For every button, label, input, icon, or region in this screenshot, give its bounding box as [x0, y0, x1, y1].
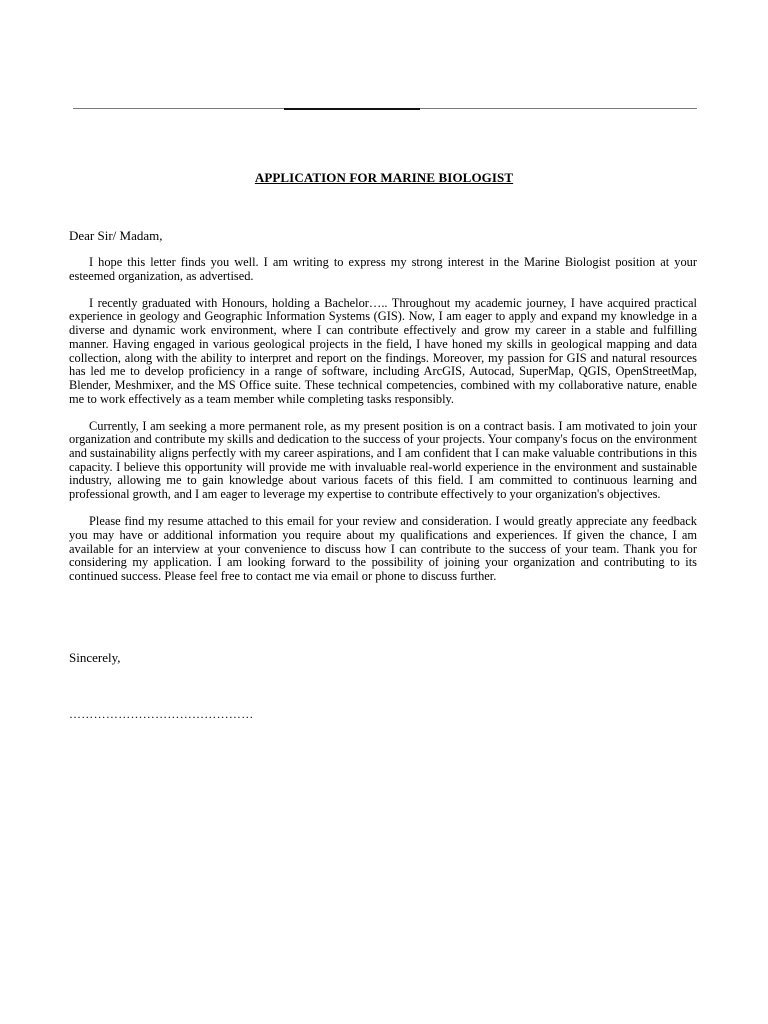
- closing: Sincerely,: [69, 650, 121, 665]
- paragraph-experience: I recently graduated with Honours, holding a Bachelor….. Throughout my academic journey, I have acquired practical experience in geology and Geographic Information Systems (GIS). Now, I am eager to apply and expand my knowledge in a diverse and dynamic work environment, where I can contribute effectively and grow my career in a stable and fulfilling manner. Having engaged in various geological projects in the field, I have honed my skills in geological mapping and data collection, along with the ability to interpret and report on the findings. Moreover, my passion for GIS and natural resources has led me to develop proficiency in a range of software, including ArcGIS, Autocad, SuperMap, QGIS, OpenStreetMap, Blender, Meshmixer, and the MS Office suite. These technical competencies, combined with my collaborative nature, enable me to work effectively as a team member while completing tasks responsibly.: [69, 295, 697, 406]
- paragraph-intro: I hope this letter finds you well. I am writing to express my strong interest in the Marine Biologist position at your esteemed organization, as advertised.: [69, 255, 697, 283]
- signature-placeholder: ………………………………………: [69, 707, 254, 721]
- header-rule-accent: [284, 108, 420, 110]
- letter-body: [69, 256, 697, 597]
- letter-title: APPLICATION FOR MARINE BIOLOGIST: [254, 170, 514, 185]
- paragraph-motivation: Currently, I am seeking a more permanent role, as my present position is on a contract basis. I am motivated to join your organization and contribute my skills and dedication to the success of your projects. Your company's focus on the environment and sustainability aligns perfectly with my career aspirations, and I am confident that I can make valuable contributions in this capacity. I believe this opportunity will provide me with invaluable real-world experience in the environment and sustainable industry, allowing me to gain knowledge about various facets of this field. I am committed to continuous learning and professional growth, and I am eager to leverage my expertise to contribute effectively to your organization's objectives.: [69, 418, 697, 502]
- salutation: Dear Sir/ Madam,: [69, 228, 163, 243]
- paragraph-closing-remarks: Please find my resume attached to this email for your review and consideration. I would greatly appreciate any feedback you may have or additional information you require about my qualifications and experiences. If given the chance, I am available for an interview at your convenience to discuss how I can contribute to the success of your team. Thank you for considering my application. I am looking forward to the possibility of joining your organization and contributing to its continued success. Please feel free to contact me via email or phone to discuss further.: [69, 514, 697, 583]
